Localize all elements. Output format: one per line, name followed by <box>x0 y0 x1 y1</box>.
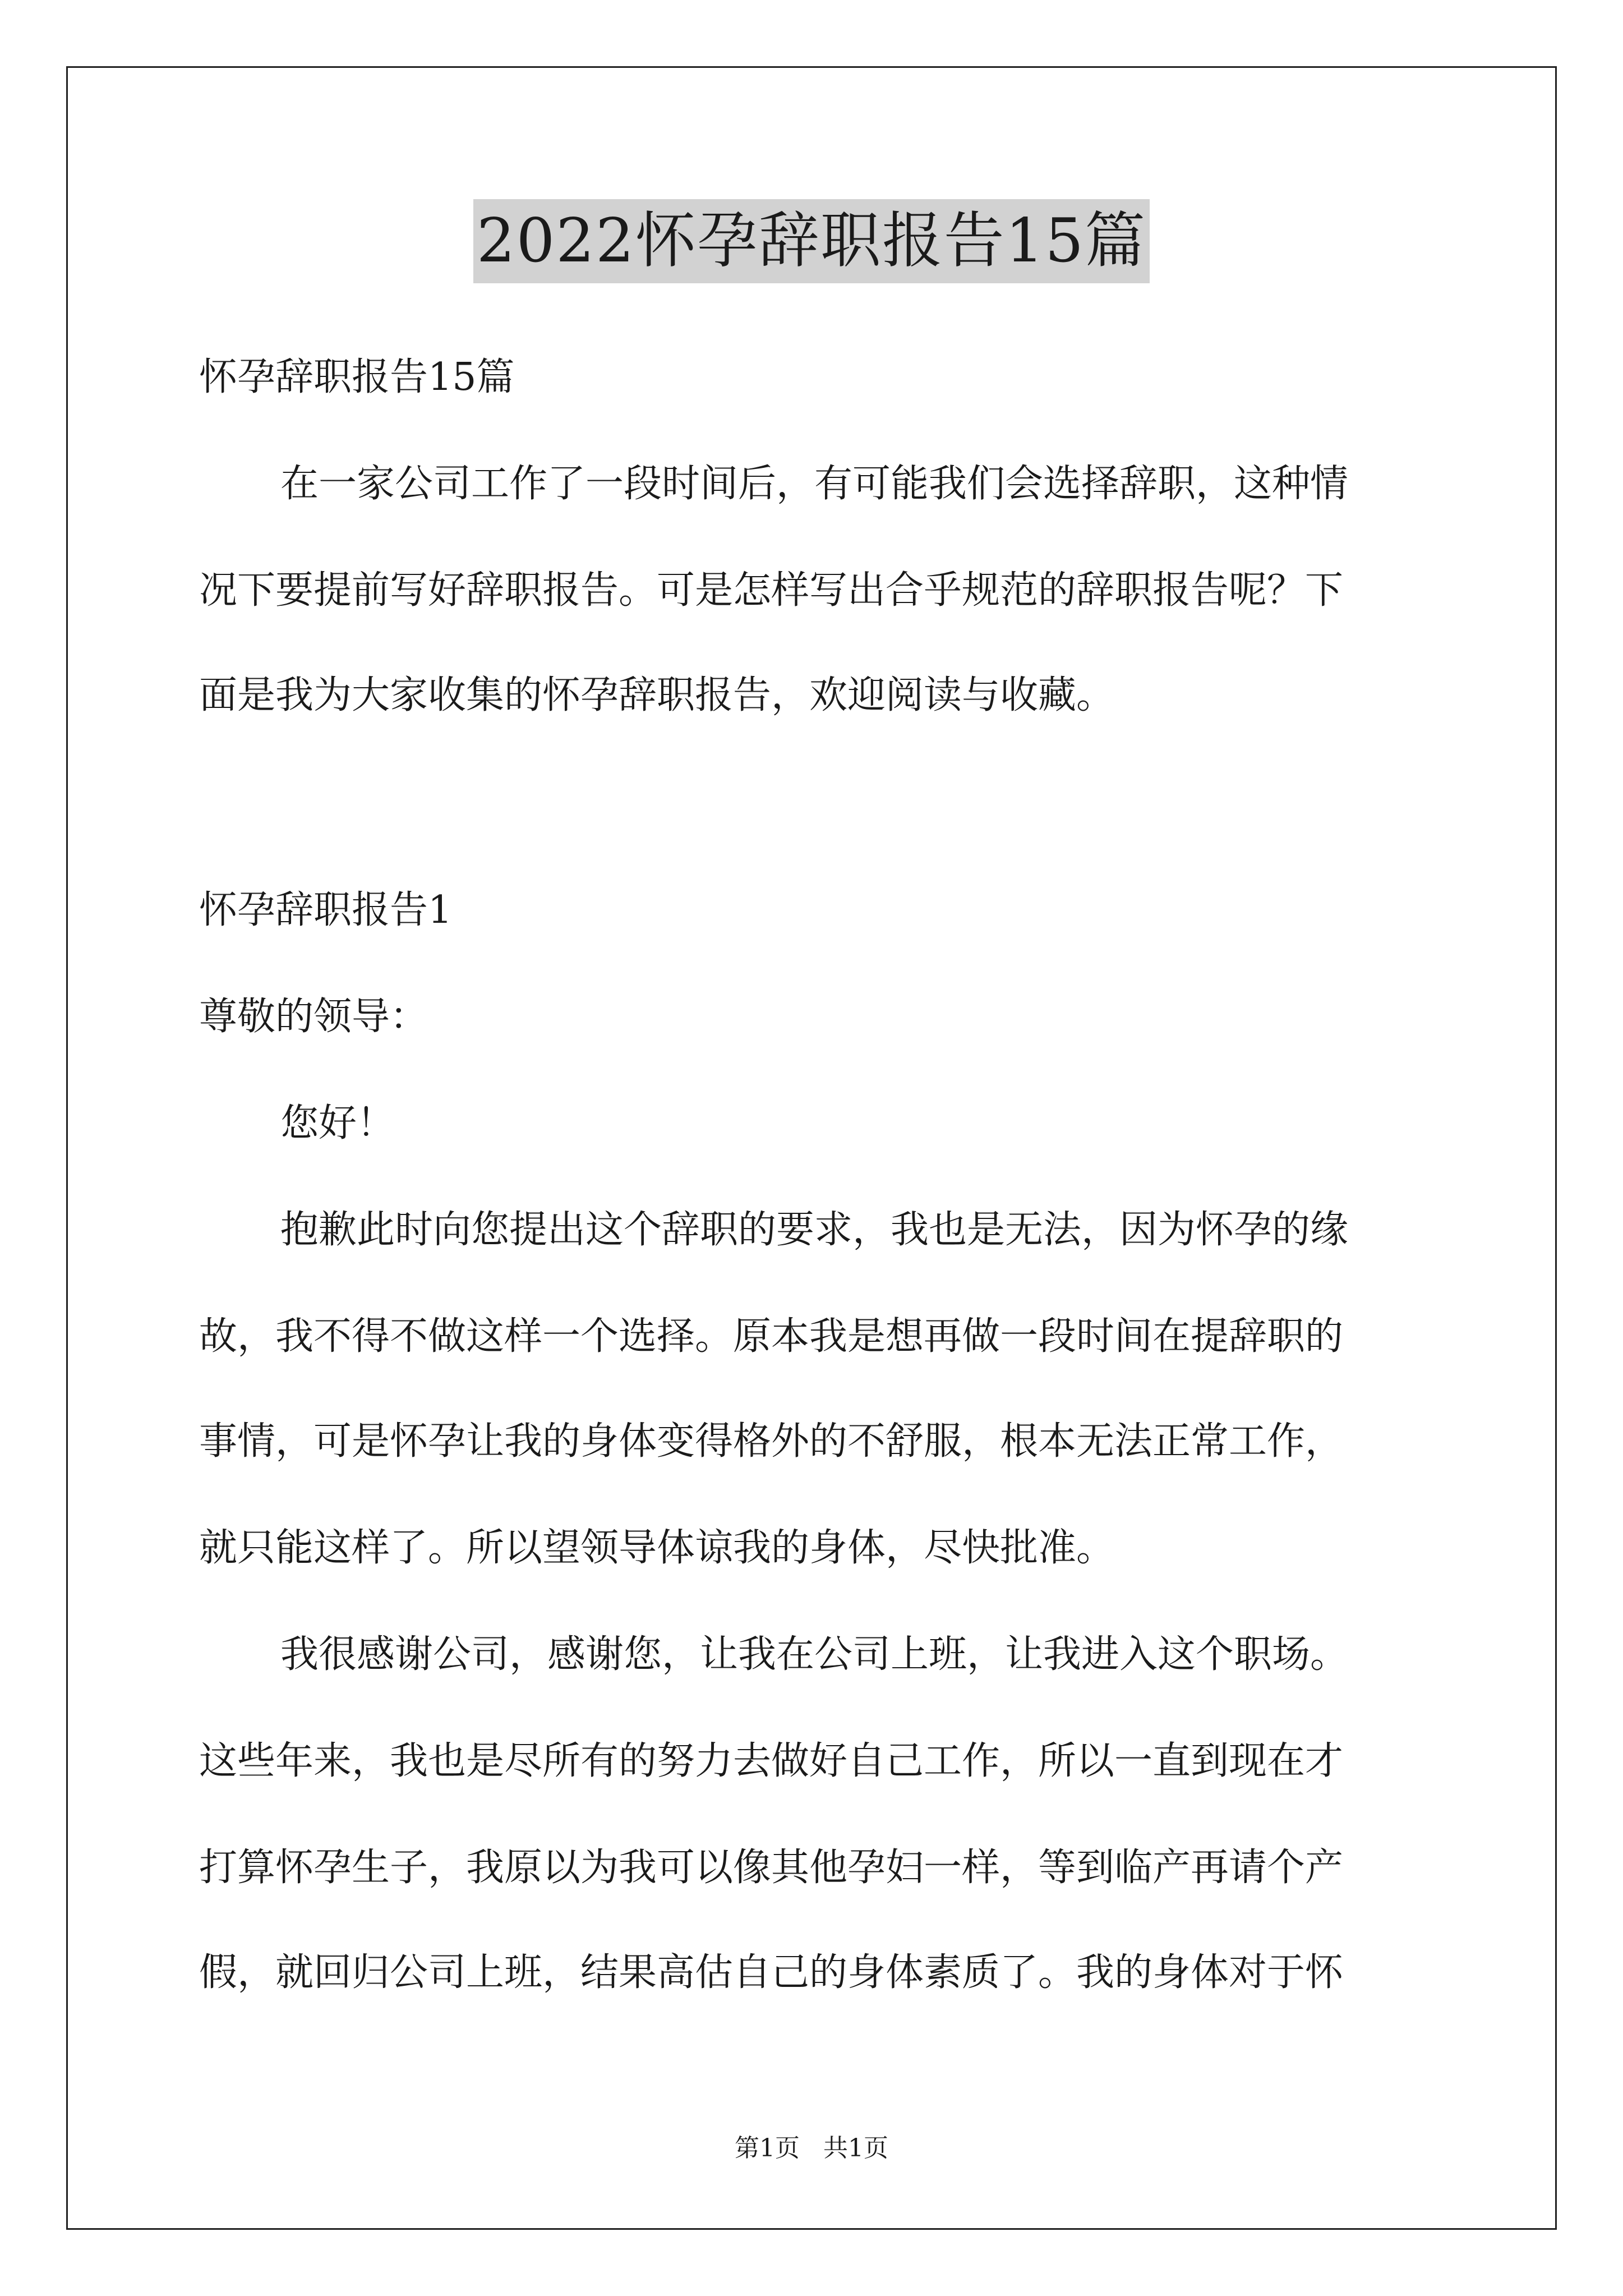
paragraph-line: 这些年来，我也是尽所有的努力去做好自己工作，所以一直到现在才 <box>199 1739 1344 1783</box>
document-title: 2022怀孕辞职报告15篇 <box>473 199 1150 283</box>
paragraph-line: 打算怀孕生子，我原以为我可以像其他孕妇一样，等到临产再请个产 <box>199 1846 1344 1890</box>
intro-line: 况下要提前写好辞职报告。可是怎样写出合乎规范的辞职报告呢？下 <box>199 568 1344 613</box>
paragraph-line: 故，我不得不做这样一个选择。原本我是想再做一段时间在提辞职的 <box>199 1314 1344 1359</box>
paragraph-line: 就只能这样了。所以望领导体谅我的身体，尽快批准。 <box>199 1526 1115 1570</box>
document-subtitle: 怀孕辞职报告15篇 <box>199 355 515 399</box>
greeting: 您好！ <box>280 1101 395 1145</box>
paragraph-line: 事情，可是怀孕让我的身体变得格外的不舒服，根本无法正常工作， <box>199 1419 1344 1464</box>
paragraph-line: 抱歉此时向您提出这个辞职的要求，我也是无法，因为怀孕的缘 <box>280 1208 1349 1252</box>
intro-line: 面是我为大家收集的怀孕辞职报告，欢迎阅读与收藏。 <box>199 673 1115 717</box>
page-footer: 第1页 共1页 <box>735 2134 888 2162</box>
paragraph-line: 假，就回归公司上班，结果高估自己的身体素质了。我的身体对于怀 <box>199 1950 1344 1995</box>
paragraph-line: 我很感谢公司，感谢您，让我在公司上班，让我进入这个职场。 <box>280 1632 1349 1677</box>
section-heading: 怀孕辞职报告1 <box>199 888 453 932</box>
title-container <box>0 199 1623 283</box>
salutation: 尊敬的领导： <box>199 995 428 1039</box>
intro-line: 在一家公司工作了一段时间后，有可能我们会选择辞职，这种情 <box>280 462 1349 506</box>
